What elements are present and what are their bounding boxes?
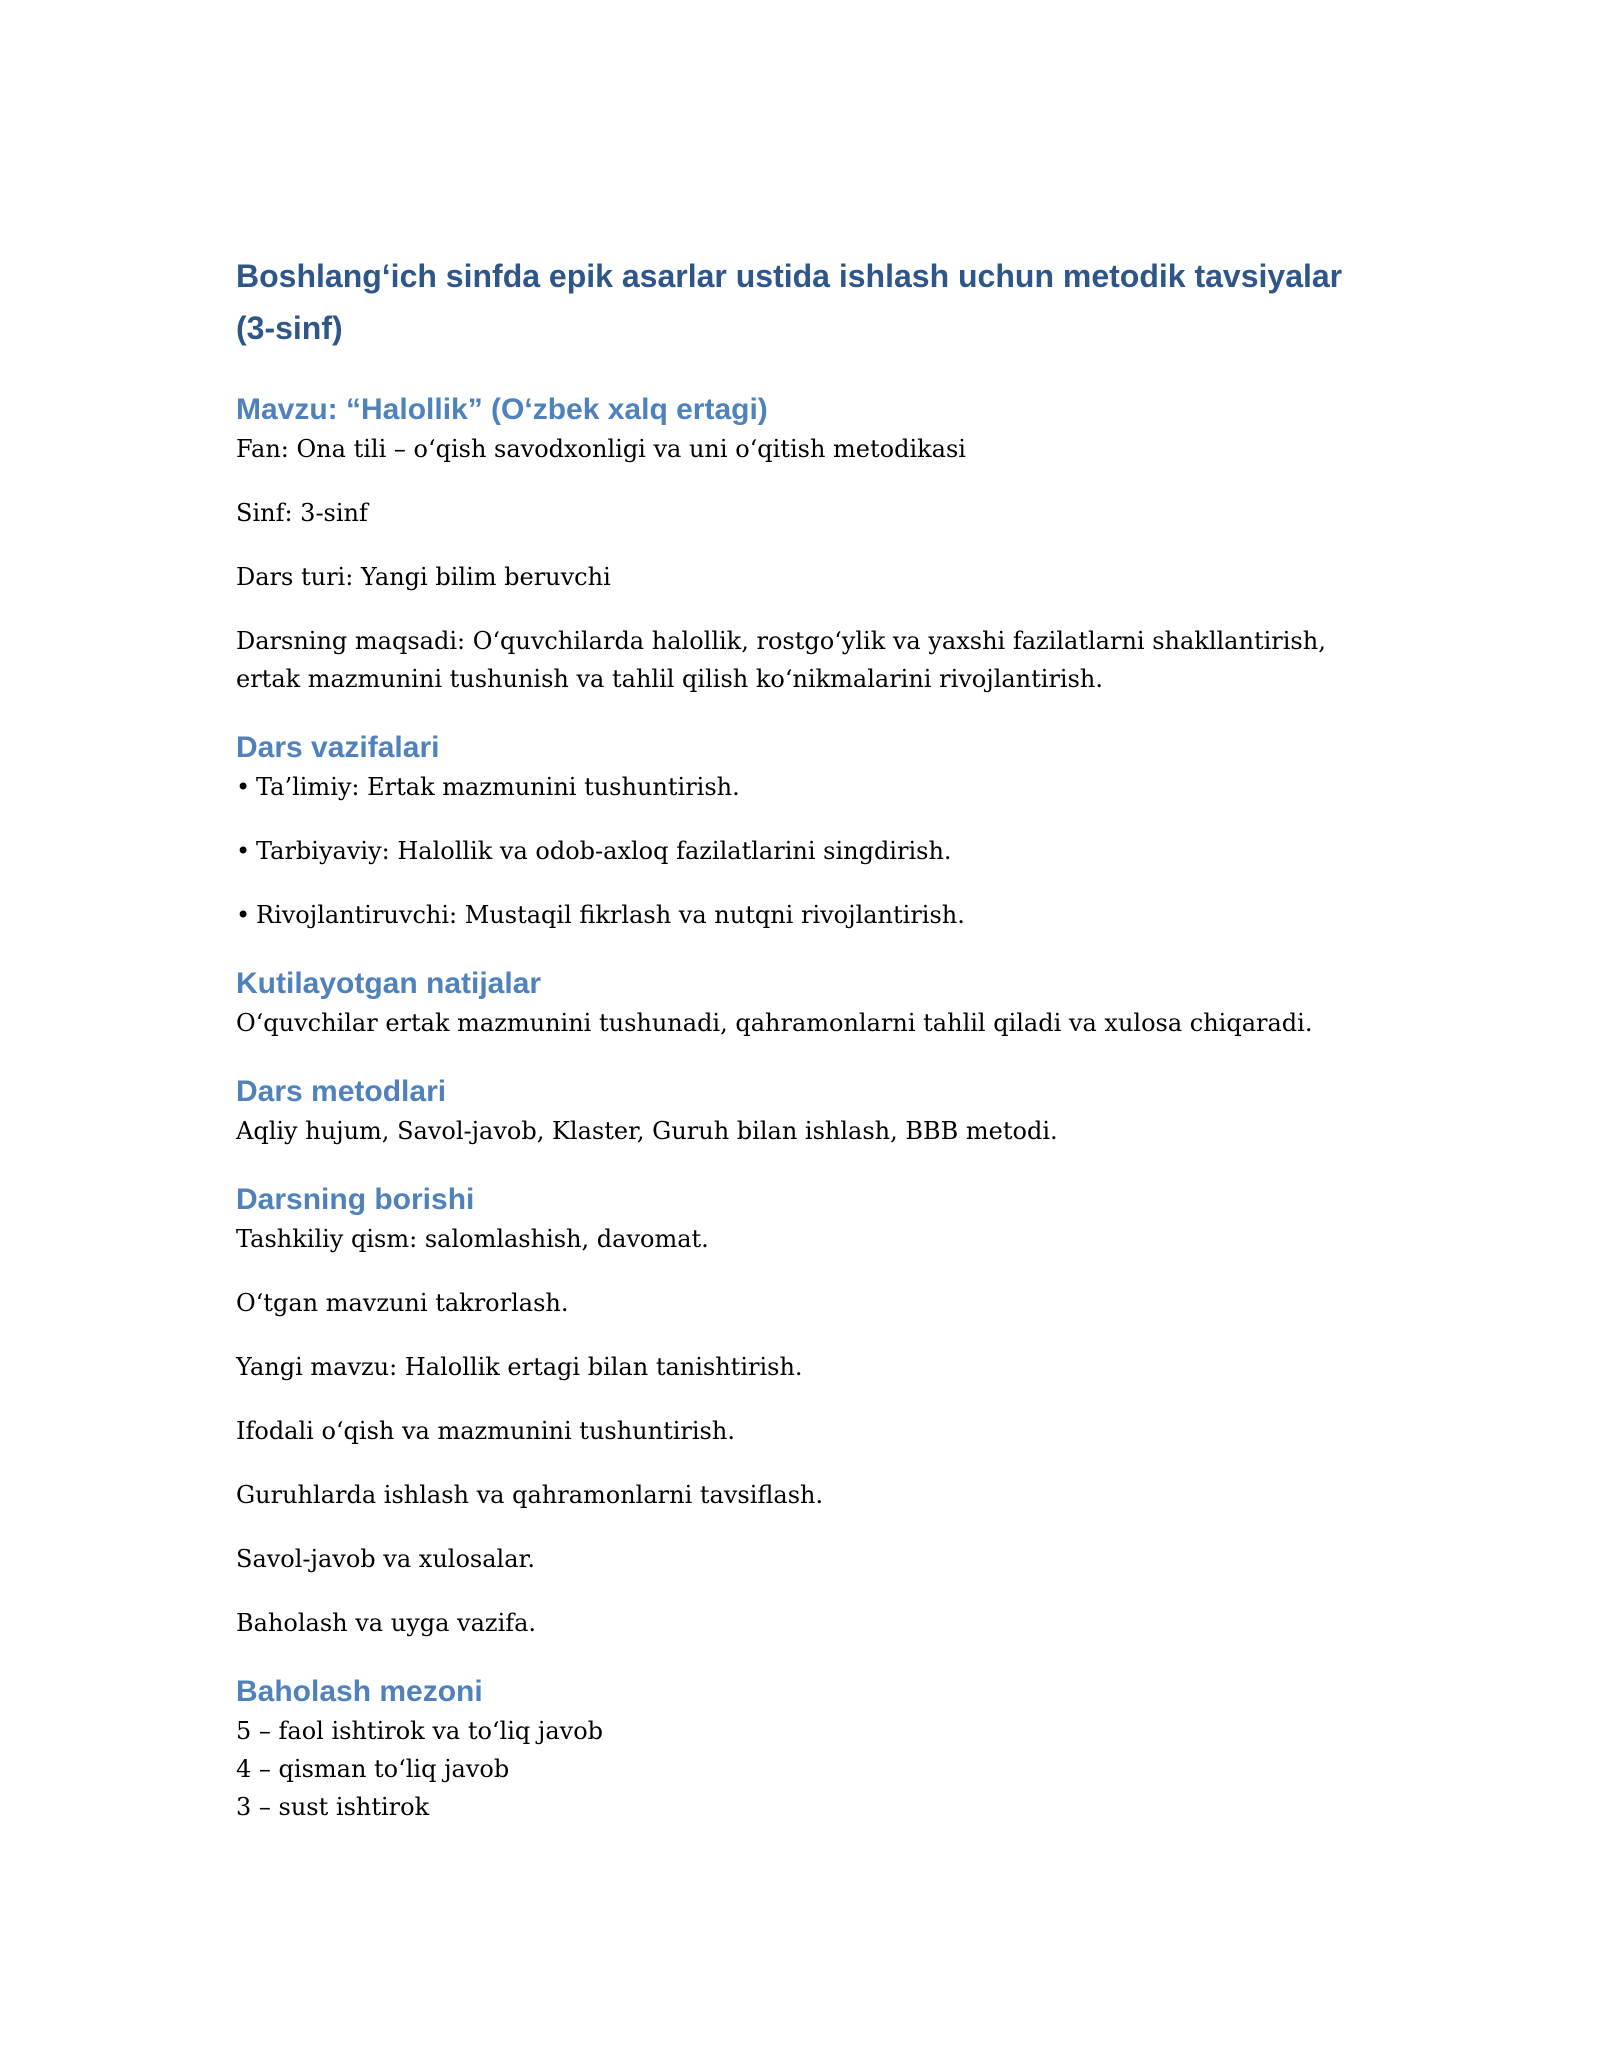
procedure-step: Ifodali o‘qish va mazmunini tushuntirish. (236, 1417, 735, 1445)
topic-heading: Mavzu: “Halollik” (O‘zbek xalq ertagi) (236, 393, 768, 426)
task-item-text: Rivojlantiruvchi: Mustaqil fikrlash va nutqni rivojlantirish. (256, 901, 965, 929)
assessment-line: 5 – faol ishtirok va to‘liq javob (236, 1717, 604, 1745)
procedure-step: Tashkiliy qism: salomlashish, davomat. (236, 1225, 709, 1253)
task-item (236, 896, 1376, 934)
procedure-step: Savol-javob va xulosalar. (236, 1545, 535, 1573)
assessment-heading: Baholash mezoni (236, 1675, 483, 1708)
task-item (236, 832, 1376, 870)
procedure-step: Guruhlarda ishlash va qahramonlarni tavsiflash. (236, 1481, 824, 1509)
bullet-icon: • (236, 773, 251, 801)
procedure-step: Baholash va uyga vazifa. (236, 1609, 537, 1637)
lesson-type-line: Dars turi: Yangi bilim beruvchi (236, 563, 611, 591)
methods-heading: Dars metodlari (236, 1075, 447, 1108)
outcomes-heading: Kutilayotgan natijalar (236, 967, 542, 1000)
procedure-step: O‘tgan mavzuni takrorlash. (236, 1289, 569, 1317)
task-item-text: Ta’limiy: Ertak mazmunini tushuntirish. (256, 773, 740, 801)
bullet-icon: • (236, 901, 251, 929)
task-item (236, 768, 1376, 806)
procedure-step: Yangi mavzu: Halollik ertagi bilan tanishtirish. (236, 1353, 803, 1381)
lesson-goal: Darsning maqsadi: O‘quvchilarda halollik, rostgo‘ylik va yaxshi fazilatlarni shakllantirish, ertak mazmunini tushunish va tahlil qilish ko‘nikmalarini rivojlantirish. (236, 627, 1326, 693)
bullet-icon: • (236, 837, 251, 865)
task-item-text: Tarbiyaviy: Halollik va odob-axloq fazilatlarini singdirish. (256, 837, 952, 865)
methods-text: Aqliy hujum, Savol-javob, Klaster, Guruh bilan ishlash, BBB metodi. (236, 1117, 1058, 1145)
document-title: Boshlang‘ich sinfda epik asarlar ustida ishlash uchun metodik tavsiyalar (3-sinf) (236, 258, 1343, 346)
outcomes-text: O‘quvchilar ertak mazmunini tushunadi, qahramonlarni tahlil qiladi va xulosa chiqaradi. (236, 1009, 1313, 1037)
subject-line: Fan: Ona tili – o‘qish savodxonligi va uni o‘qitish metodikasi (236, 435, 966, 463)
assessment-line: 4 – qisman to‘liq javob (236, 1755, 510, 1783)
grade-line: Sinf: 3-sinf (236, 499, 368, 527)
tasks-heading: Dars vazifalari (236, 731, 440, 764)
document-page (236, 250, 1376, 1826)
procedure-heading: Darsning borishi (236, 1183, 475, 1216)
assessment-line: 3 – sust ishtirok (236, 1793, 430, 1821)
